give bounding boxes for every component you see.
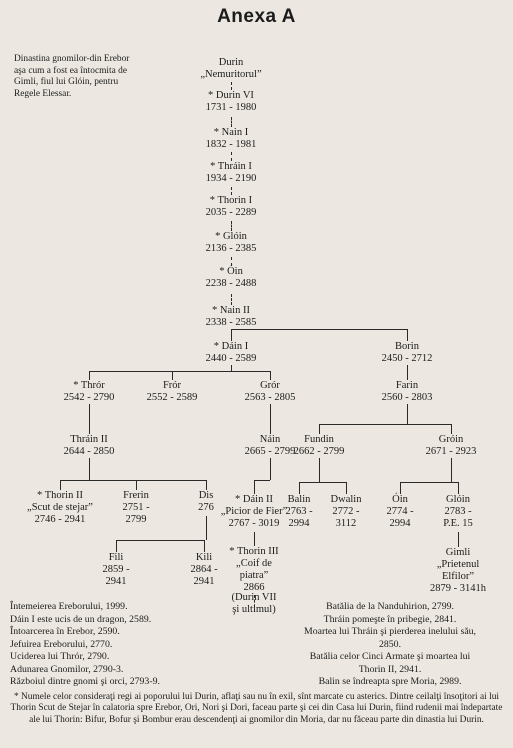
connector-line [407,329,408,341]
tree-node-oin1 [206,266,257,290]
connector-line [451,424,452,434]
tree-node-durin [200,57,261,81]
node-line: * Dáin I [213,341,249,352]
tree-node-gror [245,380,296,404]
event-item: Batălia de la Nanduhirion, 2799. [326,601,454,612]
node-line: * Thorin III [229,546,279,557]
node-line: 2864 - [190,564,218,575]
tree-node-dis [198,490,214,514]
event-item: Întoarcerea în Erebor, 2590. [10,626,120,637]
event-item: Balin se îndreapta spre Moria, 2989. [318,676,462,687]
node-line: Frerin [123,490,149,501]
tree-node-durin6 [206,90,257,114]
node-line: 2035 - 2289 [205,207,257,218]
node-line: Balin [287,494,311,505]
node-line: Óin [392,494,408,505]
tree-node-fror [147,380,198,404]
connector-line [458,482,459,494]
node-line: Farin [395,380,419,391]
event-item: Thorin II, 2941. [358,663,422,675]
node-line: 2767 - 3019 [228,518,280,529]
connector-dashed [231,152,232,161]
tree-node-thorin1 [206,195,257,219]
node-line: Glóin [446,494,470,505]
connector-dashed [231,187,232,195]
node-line: „Coif de [236,558,272,569]
tree-node-balin [285,494,312,530]
event-item: Întemeierea Ereborului, 1999. [10,601,128,612]
connector-dashed [231,117,232,127]
tree-node-dain2 [221,494,287,530]
connector-line [206,480,207,490]
tree-node-thorin2 [27,490,93,526]
node-line: Frór [162,380,182,391]
node-line: 2783 - [444,506,472,517]
tree-node-kili [190,552,217,588]
connector-line [451,458,452,482]
node-line: 2542 - 2790 [63,392,115,403]
tree-node-borin [382,341,433,365]
connector-line [60,480,61,490]
node-line: (Durin VII [231,592,277,603]
tree-node-gimli [430,547,486,595]
node-line: * Thráin I [210,161,252,172]
node-line: * Durin VI [208,90,254,101]
node-line: 2751 - [122,502,150,513]
node-line: 2440 - 2589 [205,353,257,364]
node-line: Grór [260,380,280,391]
node-line: 2560 - 2803 [381,392,433,403]
tree-node-nain1 [206,127,257,151]
node-line: Náin [259,434,281,445]
connector-line [407,365,408,380]
node-line: * Glóin [215,231,247,242]
node-line: 2763 - [285,506,313,517]
node-line: Durin [218,57,244,68]
tree-node-fundin [294,434,345,458]
connector-line [116,540,204,541]
node-line: şi ultimul) [232,604,276,615]
node-line: „Nemuritorul” [200,69,262,80]
node-line: 2552 - 2589 [146,392,198,403]
connector-line [299,482,300,494]
node-line: Borin [395,341,419,352]
node-line: * Thorin I [209,195,253,206]
node-line: Thráin II [70,434,108,445]
connector-line [204,540,205,552]
node-line: 1731 - 1980 [205,102,257,113]
connector-dashed [254,595,255,612]
node-line: 3112 [335,518,357,529]
connector-dashed [231,294,232,305]
node-line: „Picior de Fier” [220,506,288,517]
tree-node-nain2 [206,305,257,329]
node-line: 2799 [125,514,147,525]
node-line: 2238 - 2488 [205,278,257,289]
connector-dashed [231,82,232,90]
event-item: 2850. [378,638,402,650]
connector-line [407,404,408,424]
tree-node-thror [64,380,115,404]
node-line: Gróin [438,434,464,445]
node-line: 2671 - 2923 [425,446,477,457]
connector-line [400,482,458,483]
node-line: * Thorin II [37,490,83,501]
node-line: 2941 [105,576,127,587]
tree-node-frerin [122,490,149,526]
tree-node-thorin3 [229,546,278,594]
connector-line [270,371,271,380]
tree-node-oin2 [386,494,413,530]
connector-line [270,404,271,434]
node-line: Kili [195,552,213,563]
node-line: „Scut de stejar” [27,502,93,513]
connector-line [254,480,270,481]
node-line: piatra” [239,570,269,581]
connector-line [89,371,270,372]
node-line: 2994 [389,518,411,529]
connector-line [254,532,255,546]
connector-dashed [231,257,232,266]
event-item: Uciderea lui Thrór, 2790. [10,651,110,662]
tree-node-farin [382,380,433,404]
connector-line [172,371,173,380]
node-line: Elfilor” [441,571,475,582]
node-line: Dwalin [330,494,362,505]
node-line: * Nain I [213,127,249,138]
node-line: 2338 - 2585 [205,317,257,328]
node-line: 2450 - 2712 [381,353,433,364]
connector-line [299,482,346,483]
node-line: * Thrór [73,380,105,391]
connector-line [60,480,206,481]
node-line: 2879 - 3141h [430,583,486,594]
node-line: 2774 - [386,506,414,517]
connector-line [136,480,137,490]
event-item: Războiul dintre gnomi şi orci, 2793-9. [10,676,160,687]
tree-node-dain1 [206,341,257,365]
events-left [10,601,160,689]
event-item: Thráin pomeşte în pribegie, 2841. [323,613,457,625]
node-line: 276 [198,502,214,513]
footnote: * Numele celor consideraţi regi ai poporului lui Durin, aflaţi sau nu în exil, sînt marcate cu asterics. Dintre ceilalţi însoţitori ai lui Thorin Scut de Stejar în calatoria spre Erebor, Ori, Nori şi Dori, faceau parte şi cei din Casa lui Durin, fiind rudenii mai îndepartate ale lui Thorin: Bifur, Bofur şi Bombur erau descendenţi ai gnomilor din Moria, dar nu făceau parte din dinastia lui Durin. [10,692,503,725]
node-line: „Prietenul [436,559,480,570]
node-line: 2662 - 2799 [293,446,345,457]
node-line: P.E. 15 [443,518,473,529]
node-line: 2563 - 2805 [244,392,296,403]
node-line: 2772 - [332,506,360,517]
node-line: * Nain II [212,305,250,316]
node-line: 2644 - 2850 [63,446,115,457]
node-line: Fundin [304,434,334,445]
event-item: Moartea lui Thráin şi pierderea inelului său, [303,626,477,637]
tree-node-thrain1 [206,161,257,185]
connector-line [400,482,401,494]
connector-dashed [231,221,232,231]
tree-node-gloin1 [206,231,257,255]
node-line: 2866 [243,582,265,593]
node-line: 2136 - 2385 [205,243,257,254]
intro-note: Dinastina gnomilor-din Erebor aşa cum a fost ea întocmita de Gimli, fiul lui Glóin, pentru Regele Elessar. [14,54,130,99]
events-right [280,601,500,689]
connector-line [89,404,90,434]
tree-node-gloin2 [443,494,472,530]
node-line: 2746 - 2941 [34,514,86,525]
tree-node-fili [102,552,129,588]
connector-line [270,458,271,480]
tree-node-thrain2 [64,434,115,458]
event-item: Adunarea Gnomilor, 2790-3. [10,663,124,675]
connector-line [254,480,255,494]
node-line: Gimli [445,547,471,558]
connector-line [319,424,451,425]
node-line: Dis [198,490,214,501]
node-line: * Óin [219,266,243,277]
node-line: 2994 [288,518,310,529]
node-line: * Dáin II [235,494,273,505]
node-line: 2665 - 2799 [244,446,296,457]
event-item: Jefuirea Ereborului, 2770. [10,638,113,650]
node-line: Fili [108,552,124,563]
connector-line [116,540,117,552]
tree-node-nain [245,434,296,458]
node-line: 1832 - 1981 [205,139,257,150]
node-line: 1934 - 2190 [205,173,257,184]
connector-line [231,329,407,330]
tree-node-dwalin [331,494,362,530]
connector-line [319,458,320,482]
connector-line [89,371,90,380]
connector-line [231,329,232,341]
connector-line [458,532,459,547]
connector-line [89,458,90,480]
event-item: Dáin I este ucis de un dragon, 2589. [10,613,152,625]
node-line: 2859 - [102,564,130,575]
page-title: Anexa A [217,6,296,27]
node-line: 2941 [193,576,215,587]
tree-node-groin [426,434,477,458]
connector-line [206,516,207,540]
connector-line [346,482,347,494]
event-item: Batălia celor Cinci Armate şi moartea lui [309,651,471,662]
connector-line [319,424,320,434]
